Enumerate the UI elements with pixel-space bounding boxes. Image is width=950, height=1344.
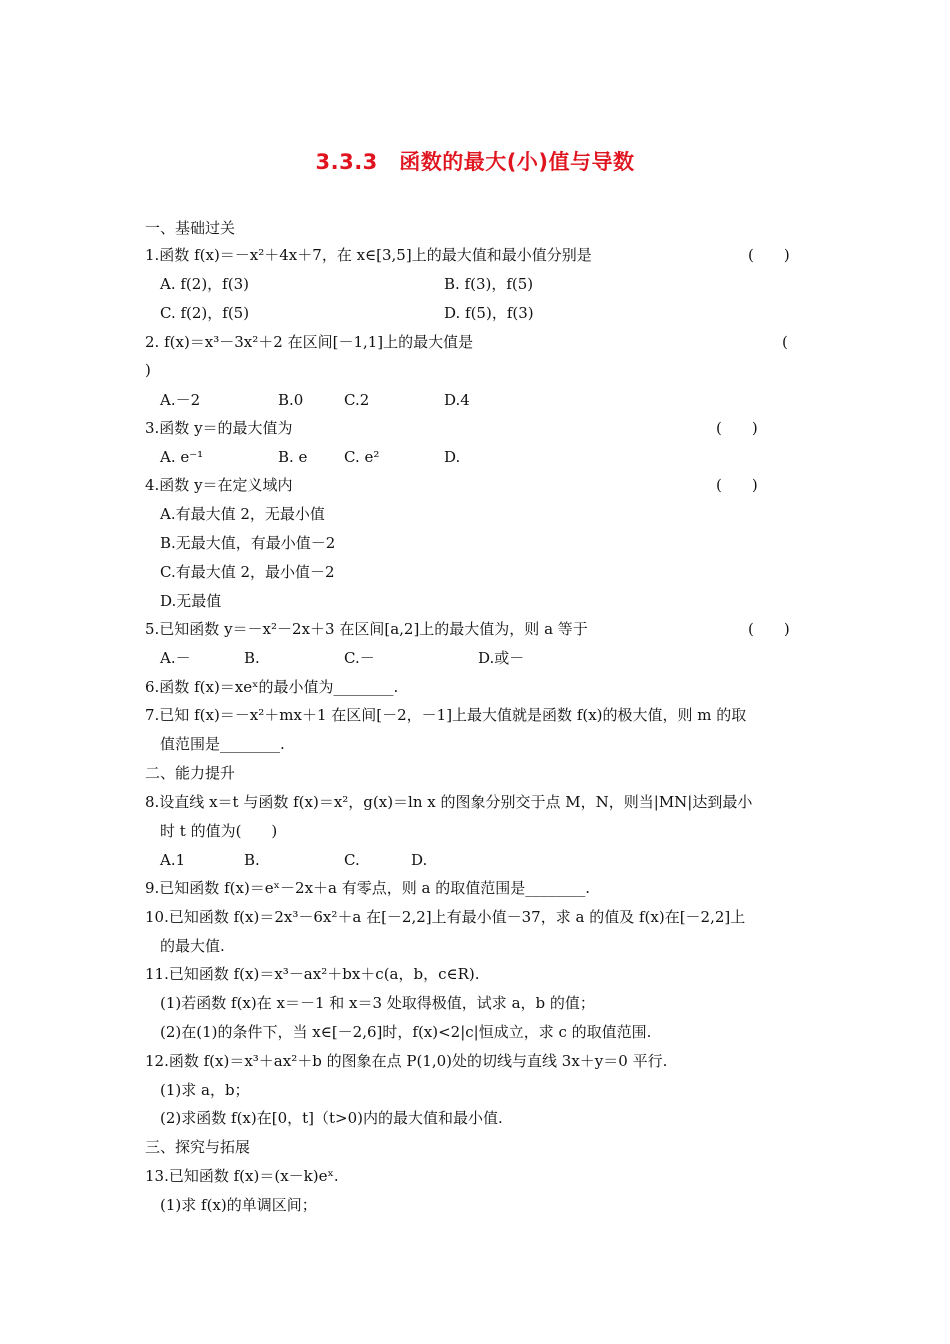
q5-option-a: A.－ bbox=[160, 649, 191, 667]
q1-option-d: D. f(5)，f(3) bbox=[444, 304, 534, 322]
q4-option-b: B.无最大值，有最小值－2 bbox=[160, 534, 336, 552]
question-5-stem: 5.已知函数 y＝－x²－2x＋3 在区间[a,2]上的最大值为，则 a 等于 bbox=[145, 620, 588, 638]
q8-option-c: C. bbox=[344, 851, 360, 869]
question-13-part-1: (1)求 f(x)的单调区间； bbox=[160, 1196, 317, 1214]
section-heading-basic: 一、基础过关 bbox=[145, 219, 236, 237]
question-4-stem: 4.函数 y＝在定义域内 bbox=[145, 476, 293, 494]
question-6: 6.函数 f(x)＝xeˣ的最小值为________. bbox=[145, 678, 399, 696]
answer-paren-close: ) bbox=[145, 361, 151, 379]
question-8-line-2: 时 t 的值为( ) bbox=[160, 822, 278, 840]
question-1-stem: 1.函数 f(x)＝－x²＋4x＋7，在 x∈[3,5]上的最大值和最小值分别是 bbox=[145, 246, 592, 264]
question-3-stem: 3.函数 y＝的最大值为 bbox=[145, 419, 293, 437]
question-12-part-2: (2)求函数 f(x)在[0，t]（t>0)内的最大值和最小值. bbox=[160, 1109, 503, 1127]
question-13-stem: 13.已知函数 f(x)＝(x－k)eˣ. bbox=[145, 1167, 339, 1185]
question-11-part-2: (2)在(1)的条件下，当 x∈[－2,6]时，f(x)<2|c|恒成立，求 c 的取值范围. bbox=[160, 1023, 652, 1041]
q5-option-c: C.－ bbox=[344, 649, 375, 667]
question-8-line-1: 8.设直线 x＝t 与函数 f(x)＝x²，g(x)＝ln x 的图象分别交于点 M，N，则当|MN|达到最小 bbox=[145, 793, 753, 811]
question-11-part-1: (1)若函数 f(x)在 x＝－1 和 x＝3 处取得极值，试求 a，b 的值； bbox=[160, 994, 595, 1012]
q4-option-c: C.有最大值 2，最小值－2 bbox=[160, 563, 335, 581]
section-heading-ability: 二、能力提升 bbox=[145, 764, 236, 782]
q2-option-a: A.－2 bbox=[160, 391, 201, 409]
question-2-stem: 2. f(x)＝x³－3x²＋2 在区间[－1,1]上的最大值是 bbox=[145, 333, 474, 351]
q8-option-b: B. bbox=[244, 851, 260, 869]
answer-paren: ( ) bbox=[748, 246, 790, 264]
page-title: 3.3.3 函数的最大(小)值与导数 bbox=[315, 150, 635, 174]
question-11-stem: 11.已知函数 f(x)＝x³－ax²＋bx＋c(a，b，c∈R). bbox=[145, 965, 480, 983]
q3-option-c: C. e² bbox=[344, 448, 380, 466]
q3-option-a: A. e⁻¹ bbox=[160, 448, 204, 466]
q2-option-b: B.0 bbox=[278, 391, 304, 409]
q8-option-a: A.1 bbox=[160, 851, 186, 869]
answer-paren: ( ) bbox=[716, 476, 758, 494]
q2-option-c: C.2 bbox=[344, 391, 370, 409]
q5-option-d: D.或－ bbox=[478, 649, 525, 667]
q5-option-b: B. bbox=[244, 649, 260, 667]
q8-option-d: D. bbox=[411, 851, 428, 869]
question-12-stem: 12.函数 f(x)＝x³＋ax²＋b 的图象在点 P(1,0)处的切线与直线 3x＋y＝0 平行. bbox=[145, 1052, 668, 1070]
question-7-line-2: 值范围是________. bbox=[160, 735, 285, 753]
answer-paren: ( ) bbox=[748, 620, 790, 638]
q4-option-a: A.有最大值 2，无最小值 bbox=[160, 505, 325, 523]
question-10-line-2: 的最大值. bbox=[160, 937, 225, 955]
q1-option-c: C. f(2)，f(5) bbox=[160, 304, 250, 322]
q1-option-b: B. f(3)，f(5) bbox=[444, 275, 534, 293]
question-12-part-1: (1)求 a，b； bbox=[160, 1081, 250, 1099]
question-7-line-1: 7.已知 f(x)＝－x²＋mx＋1 在区间[－2，－1]上最大值就是函数 f(x)的极大值，则 m 的取 bbox=[145, 706, 747, 724]
question-9: 9.已知函数 f(x)＝eˣ－2x＋a 有零点，则 a 的取值范围是________. bbox=[145, 879, 590, 897]
q1-option-a: A. f(2)，f(3) bbox=[160, 275, 249, 293]
answer-paren: ( ) bbox=[716, 419, 758, 437]
q3-option-d: D. bbox=[444, 448, 461, 466]
q3-option-b: B. e bbox=[278, 448, 308, 466]
q2-option-d: D.4 bbox=[444, 391, 470, 409]
section-heading-explore: 三、探究与拓展 bbox=[145, 1138, 251, 1156]
answer-paren-open: ( bbox=[782, 333, 788, 351]
q4-option-d: D.无最值 bbox=[160, 592, 222, 610]
question-10-line-1: 10.已知函数 f(x)＝2x³－6x²＋a 在[－2,2]上有最小值－37，求 a 的值及 f(x)在[－2,2]上 bbox=[145, 908, 746, 926]
